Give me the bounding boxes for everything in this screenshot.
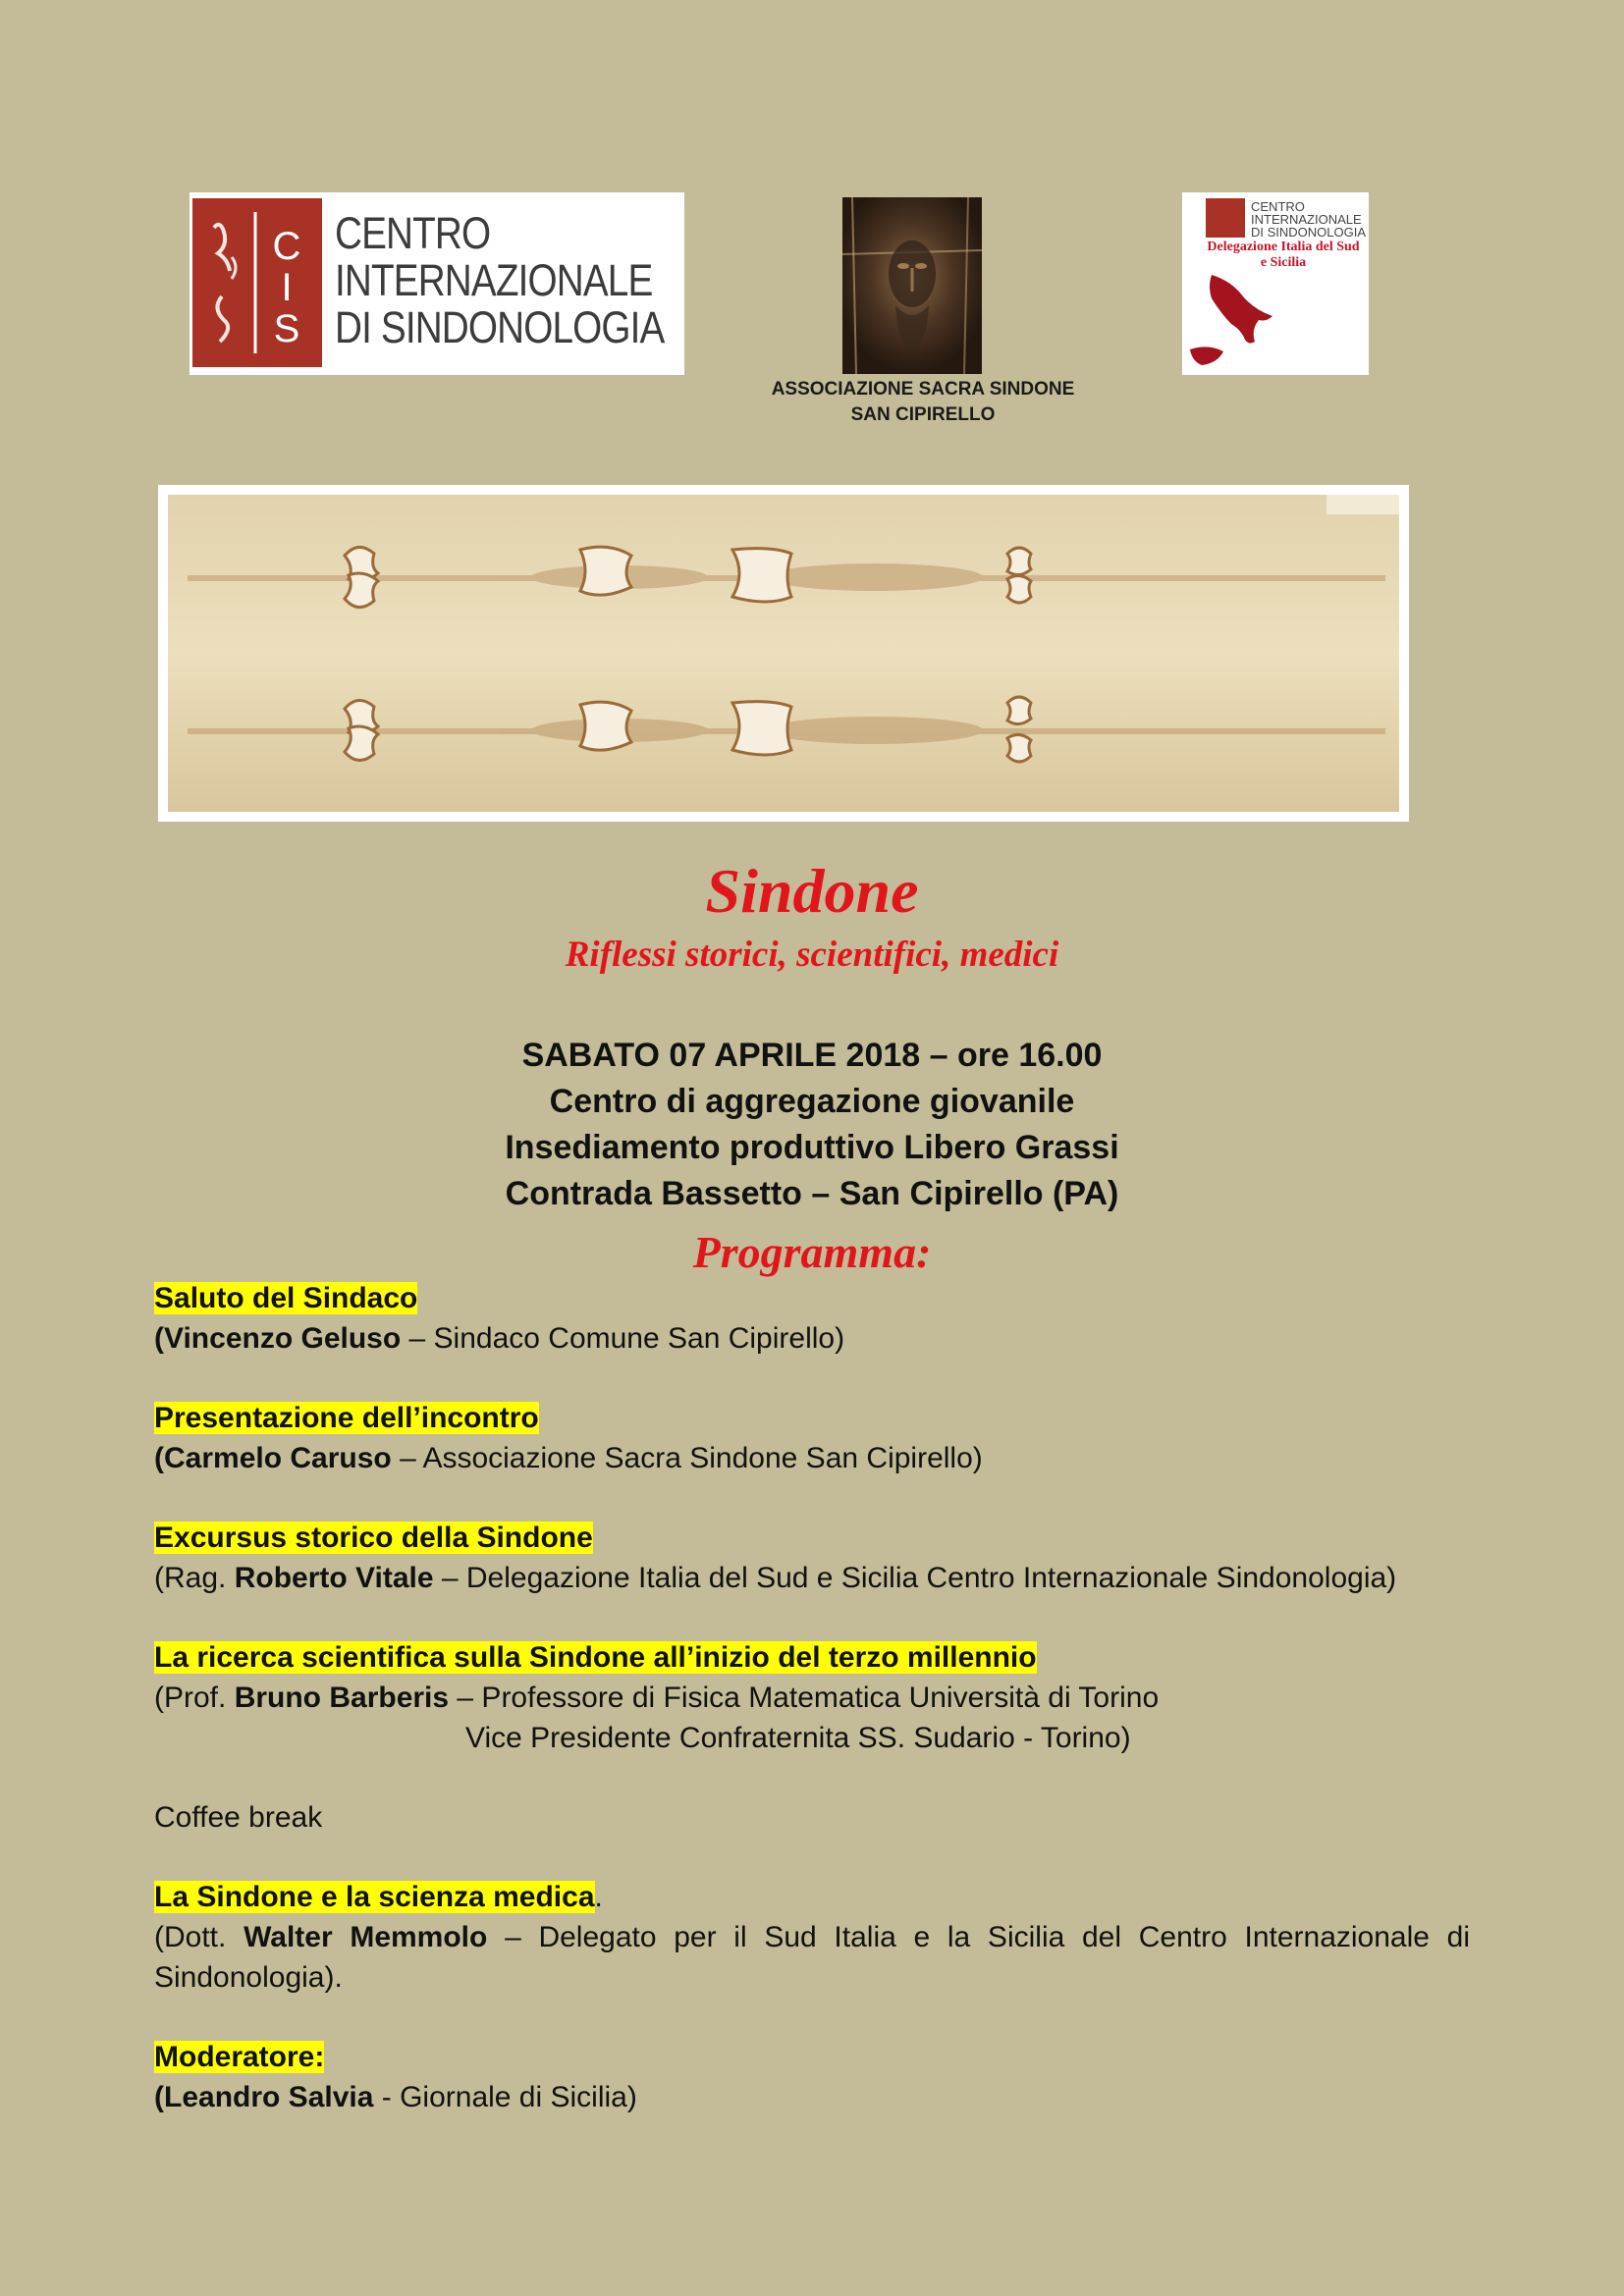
speaker-name: Walter Memmolo <box>244 1921 488 1953</box>
delegation-red-line: Delegazione Italia del Sud <box>1207 240 1360 254</box>
program-item-heading <box>154 1278 417 1318</box>
svg-text:I: I <box>281 266 293 309</box>
heading-suffix: . <box>594 1881 603 1913</box>
speaker-name: Vincenzo Geluso <box>164 1322 402 1355</box>
speaker-name: Bruno Barberis <box>234 1682 450 1714</box>
program-item-speaker <box>154 1438 983 1478</box>
speaker-role: – Professore di Fisica Matematica Università di Torino <box>449 1682 1160 1714</box>
speaker-name: Leandro Salvia <box>164 2081 374 2113</box>
paren-open: ( <box>154 2081 164 2113</box>
event-subtitle: Riflessi storici, scientifici, medici <box>565 934 1059 975</box>
delegation-logo-line: CENTRO <box>1251 199 1305 214</box>
speaker-title: (Prof. <box>154 1682 235 1714</box>
association-caption-line: SAN CIPIRELLO <box>850 404 996 425</box>
event-title: Sindone <box>705 856 919 926</box>
association-caption-line: ASSOCIAZIONE SACRA SINDONE <box>771 379 1075 400</box>
highlighted-heading: Presentazione dell’incontro <box>154 1402 539 1434</box>
speaker-role: – Associazione Sacra Sindone San Cipirello) <box>391 1442 983 1474</box>
cis-logo-line: INTERNAZIONALE <box>335 255 653 305</box>
speaker-role: – Delegato per il Sud Italia e la Sicilia del Centro Internazionale di Sindonologia). <box>154 1921 1471 1994</box>
cis-logo-mark <box>192 198 322 367</box>
delegation-logo-red-text <box>1198 240 1369 271</box>
speaker-name: Roberto Vitale <box>234 1562 434 1594</box>
program-item-heading <box>154 2037 324 2077</box>
speaker-role: - Giornale di Sicilia) <box>373 2081 637 2113</box>
program-item-heading <box>154 1637 1037 1678</box>
event-venue: Centro di aggregazione giovanile <box>549 1083 1075 1120</box>
highlighted-heading: La Sindone e la scienza medica <box>154 1881 595 1913</box>
highlighted-heading: Moderatore: <box>154 2041 325 2073</box>
event-address: Contrada Bassetto – San Cipirello (PA) <box>505 1175 1119 1212</box>
program-item-heading <box>154 1398 539 1438</box>
delegation-red-line: e Sicilia <box>1260 255 1307 270</box>
highlighted-heading: Excursus storico della Sindone <box>154 1522 593 1554</box>
shroud-full-image <box>158 485 1409 822</box>
highlighted-heading: La ricerca scientifica sulla Sindone all’inizio del terzo millennio <box>154 1641 1037 1674</box>
delegation-logo-line: DI SINDONOLOGIA <box>1251 225 1367 240</box>
speaker-name: Carmelo Caruso <box>164 1442 392 1474</box>
svg-text:C: C <box>272 225 301 268</box>
paren-open: ( <box>154 1322 164 1355</box>
program-item-speaker <box>154 1678 1159 1718</box>
cis-logo-text <box>335 210 718 351</box>
cis-logo <box>189 192 684 375</box>
program-item-speaker <box>154 2077 637 2117</box>
shroud-face-image <box>842 197 982 374</box>
highlighted-heading: Saluto del Sindaco <box>154 1282 418 1314</box>
coffee-break: Coffee break <box>154 1801 323 1834</box>
delegation-logo <box>1182 192 1369 375</box>
speaker-title: (Dott. <box>154 1921 244 1953</box>
svg-text:S: S <box>273 307 300 350</box>
association-caption <box>746 377 1100 428</box>
speaker-role-continued: Vice Presidente Confraternita SS. Sudario - Torino) <box>465 1722 1131 1754</box>
program-item-heading <box>154 1877 603 1917</box>
program-item-speaker <box>154 1558 1396 1598</box>
paren-open: ( <box>154 1442 164 1474</box>
speaker-role: – Sindaco Comune San Cipirello) <box>401 1322 845 1355</box>
cis-mini-emblem-icon <box>1206 198 1245 238</box>
event-date-time: SABATO 07 APRILE 2018 – ore 16.00 <box>521 1037 1103 1074</box>
program-heading: Programma: <box>692 1227 932 1277</box>
cis-logo-line: CENTRO <box>335 208 491 258</box>
program-item-speaker <box>154 1917 1470 1998</box>
cis-logo-line: DI SINDONOLOGIA <box>335 302 665 352</box>
event-site: Insediamento produttivo Libero Grassi <box>505 1129 1119 1166</box>
delegation-logo-line: INTERNAZIONALE <box>1251 212 1362 227</box>
speaker-title: (Rag. <box>154 1562 235 1594</box>
southern-italy-map-icon <box>1182 271 1290 375</box>
speaker-role: – Delegazione Italia del Sud e Sicilia Centro Internazionale Sindonologia) <box>433 1562 1397 1594</box>
cis-emblem-icon <box>192 198 322 367</box>
program-item-speaker <box>154 1318 844 1359</box>
delegation-logo-text <box>1251 200 1366 239</box>
program-item-heading <box>154 1518 593 1558</box>
